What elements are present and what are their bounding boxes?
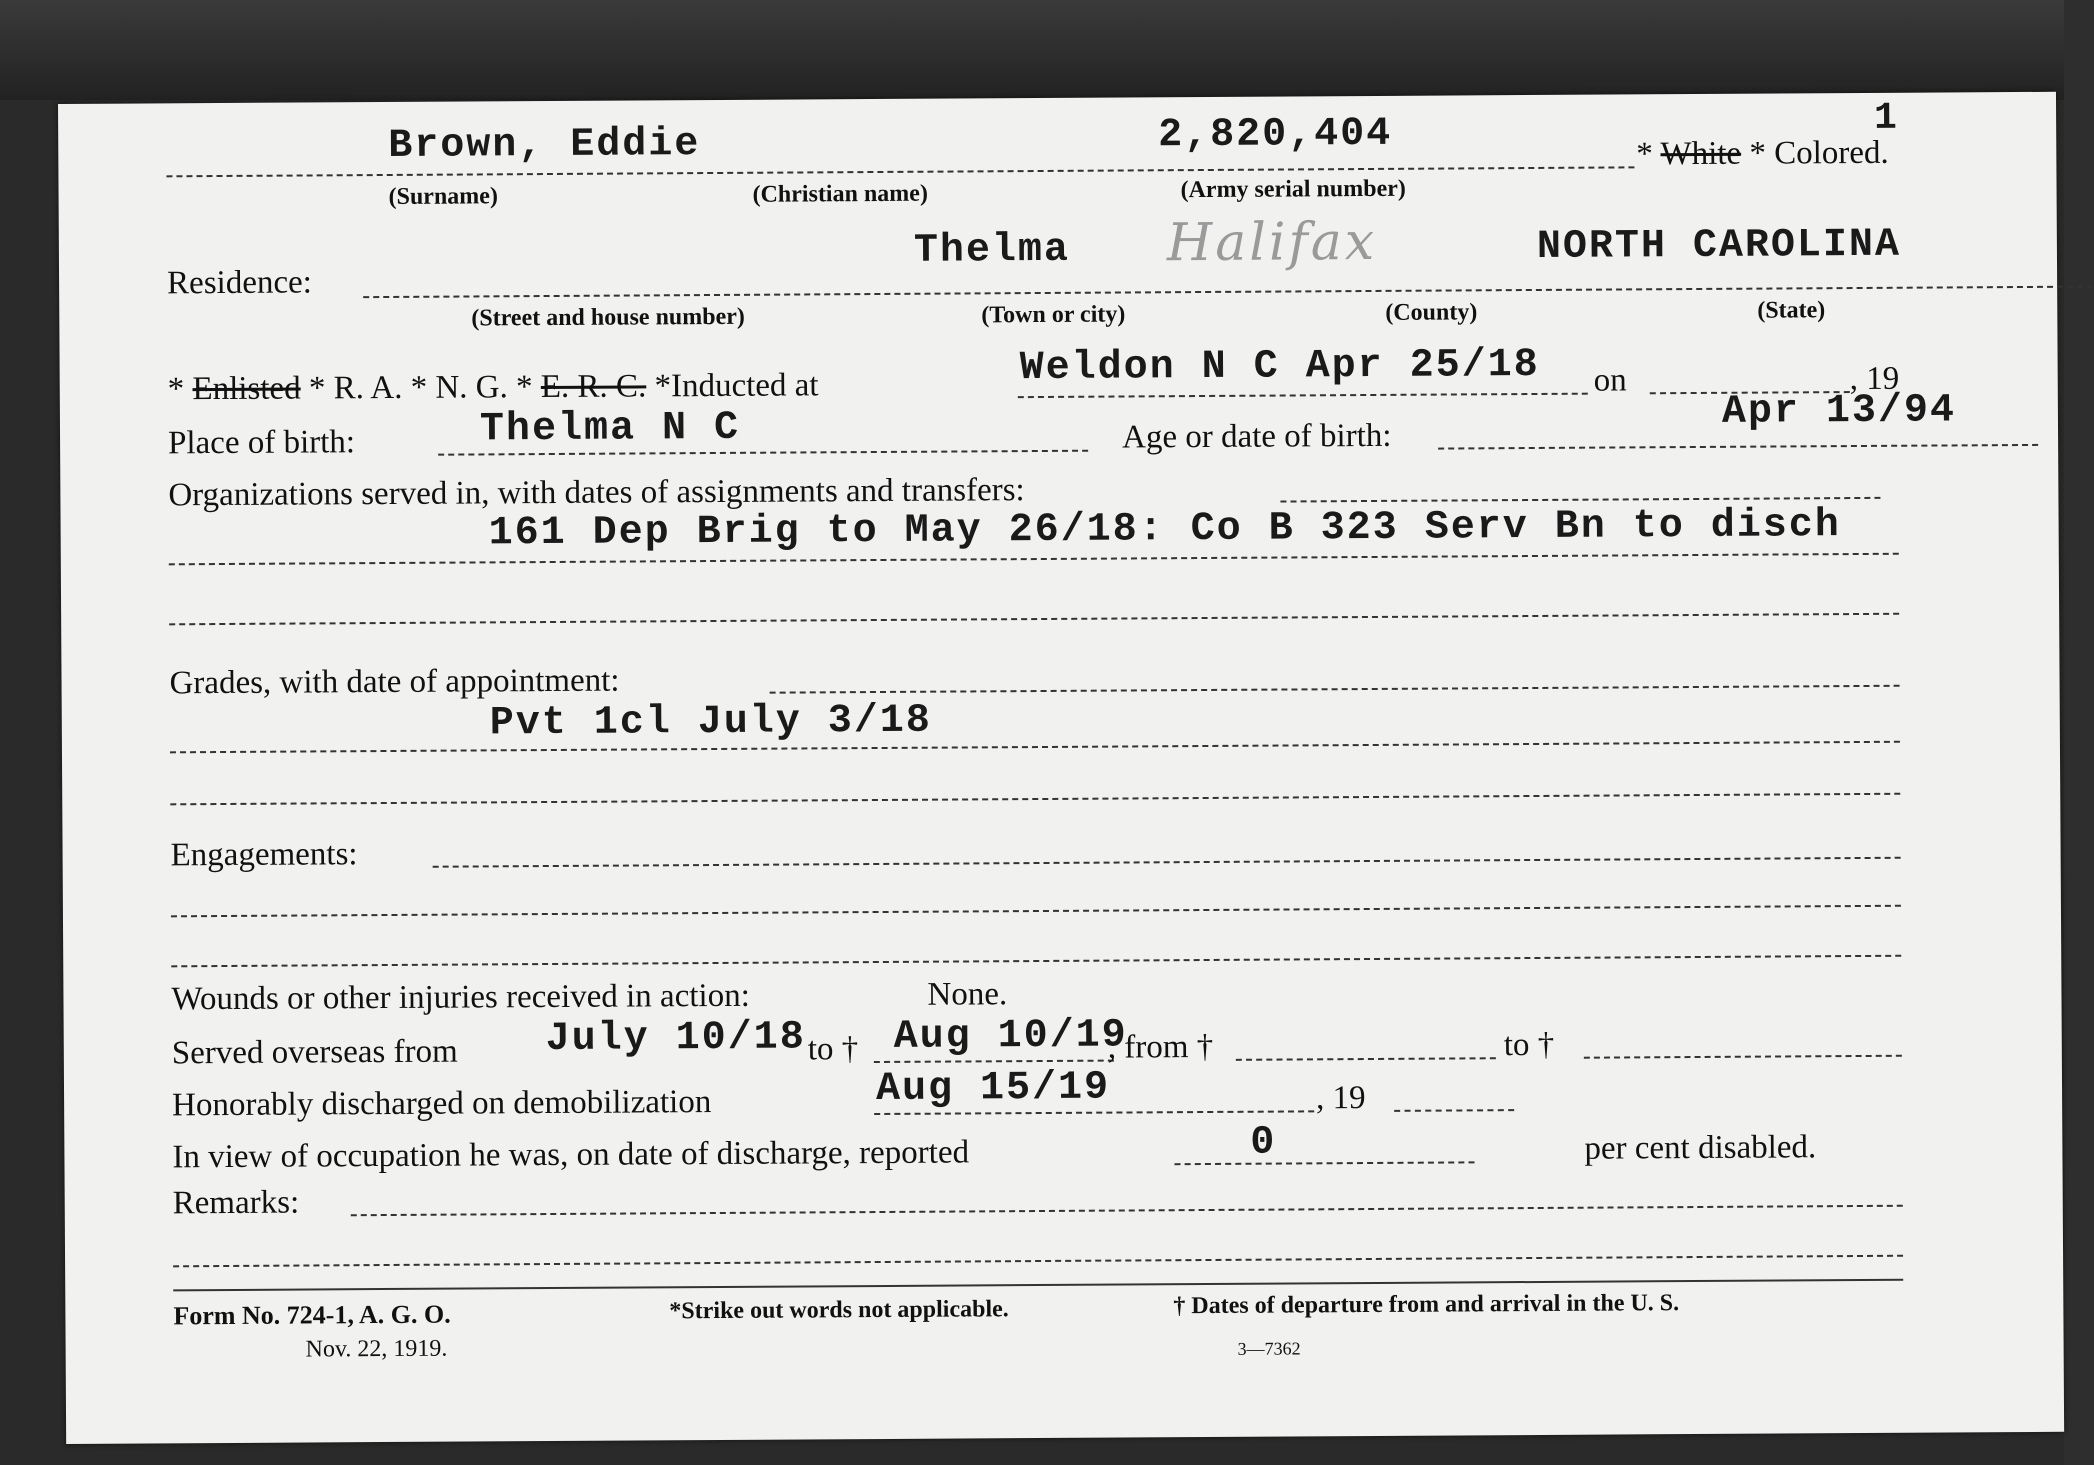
form-number: Form No. 724-1, A. G. O.	[173, 1299, 451, 1331]
grades-line-1	[770, 685, 1900, 694]
strike-note: *Strike out words not applicable.	[669, 1296, 1009, 1325]
overseas-to2-line	[1584, 1055, 1902, 1059]
on-year-label: , 19	[1849, 360, 1900, 398]
overseas-to2-label: to †	[1503, 1026, 1555, 1064]
discharge-year-line	[1394, 1109, 1514, 1112]
engagements-label: Engagements:	[170, 836, 358, 874]
wounds-value: None.	[927, 976, 1008, 1013]
discharge-label: Honorably discharged on demobilization	[172, 1084, 712, 1124]
form-date: Nov. 22, 1919.	[305, 1335, 448, 1363]
remarks-line-1	[351, 1205, 1903, 1216]
enlisted-option: Enlisted	[192, 370, 301, 408]
organizations-value: 161 Dep Brig to May 26/18: Co B 323 Serv Bn to disch	[488, 503, 1841, 557]
place-of-birth-label: Place of birth:	[167, 424, 356, 462]
discharge-value: Aug 15/19	[875, 1065, 1111, 1113]
engagements-line-3	[171, 955, 1901, 968]
date-of-birth-label: Age or date of birth:	[1121, 417, 1392, 456]
grades-value: Pvt 1cl July 3/18	[489, 698, 933, 747]
engagements-line-2	[171, 905, 1901, 918]
overseas-to-line	[874, 1060, 1114, 1063]
grades-line-3	[170, 793, 1900, 806]
residence-state-value: NORTH CAROLINA	[1536, 222, 1902, 270]
disability-value: 0	[1250, 1120, 1277, 1166]
organizations-label: Organizations served in, with dates of assignments and transfers:	[168, 472, 1025, 514]
erc-option: E. R. C.	[540, 368, 647, 406]
card-number: 1	[1873, 96, 1900, 140]
organizations-line-3	[169, 613, 1899, 626]
dates-note: † Dates of departure from and arrival in the U. S.	[1173, 1290, 1680, 1320]
christian-name-caption: (Christian name)	[752, 180, 928, 208]
street-caption: (Street and house number)	[471, 303, 745, 332]
race-field: * White * Colored.	[1636, 134, 1889, 173]
town-caption: (Town or city)	[981, 301, 1126, 329]
residence-county-value: Halifax	[1166, 211, 1378, 274]
inducted-at-value: Weldon N C Apr 25/18	[1019, 342, 1540, 392]
place-of-birth-value: Thelma N C	[479, 405, 741, 453]
colored-option: * Colored.	[1749, 134, 1889, 172]
residence-label: Residence:	[166, 264, 312, 302]
county-caption: (County)	[1385, 299, 1478, 326]
date-of-birth-value: Apr 13/94	[1721, 388, 1957, 435]
disability-suffix: per cent disabled.	[1584, 1129, 1817, 1167]
grades-line-2	[170, 741, 1900, 754]
inducted-label: *Inducted at	[646, 367, 819, 405]
name-line	[166, 166, 1634, 177]
residence-line	[363, 286, 2094, 299]
remarks-line-2	[173, 1255, 1903, 1268]
white-option: White	[1660, 135, 1742, 173]
serial-caption: (Army serial number)	[1180, 175, 1406, 204]
date-of-birth-line	[1438, 444, 2038, 450]
overseas-from2-label: , from †	[1107, 1028, 1214, 1066]
inducted-line	[1018, 393, 1588, 398]
surname-value: Brown, Eddie	[388, 122, 701, 169]
overseas-from-value: July 10/18	[545, 1015, 806, 1063]
wounds-label: Wounds or other injuries received in action:	[171, 977, 750, 1018]
overseas-from2-line	[1236, 1057, 1496, 1061]
organizations-line-2	[169, 553, 1899, 566]
remarks-label: Remarks:	[172, 1184, 300, 1222]
disability-line	[1174, 1161, 1474, 1165]
organizations-line-1	[1280, 497, 1880, 503]
enlistment-field: * Enlisted * R. A. * N. G. * E. R. C. *Inducted at	[167, 367, 819, 408]
scanner-background-top	[0, 0, 2094, 100]
overseas-to-label: to †	[807, 1031, 859, 1068]
surname-caption: (Surname)	[388, 183, 498, 210]
scanner-background-right	[2064, 0, 2094, 1465]
engagements-line-1	[433, 857, 1901, 868]
print-code: 3—7362	[1237, 1338, 1301, 1359]
discharge-year-label: , 19	[1315, 1080, 1366, 1117]
state-caption: (State)	[1757, 297, 1826, 324]
serial-number-value: 2,820,404	[1158, 111, 1393, 159]
grades-label: Grades, with date of appointment:	[169, 662, 620, 702]
disability-label: In view of occupation he was, on date of discharge, reported	[172, 1134, 970, 1176]
on-label: on	[1593, 362, 1627, 399]
served-overseas-label: Served overseas from	[171, 1033, 458, 1072]
residence-town-value: Thelma	[913, 227, 1071, 274]
service-record-card	[58, 92, 2064, 1444]
overseas-to-value: Aug 10/19	[893, 1013, 1128, 1060]
